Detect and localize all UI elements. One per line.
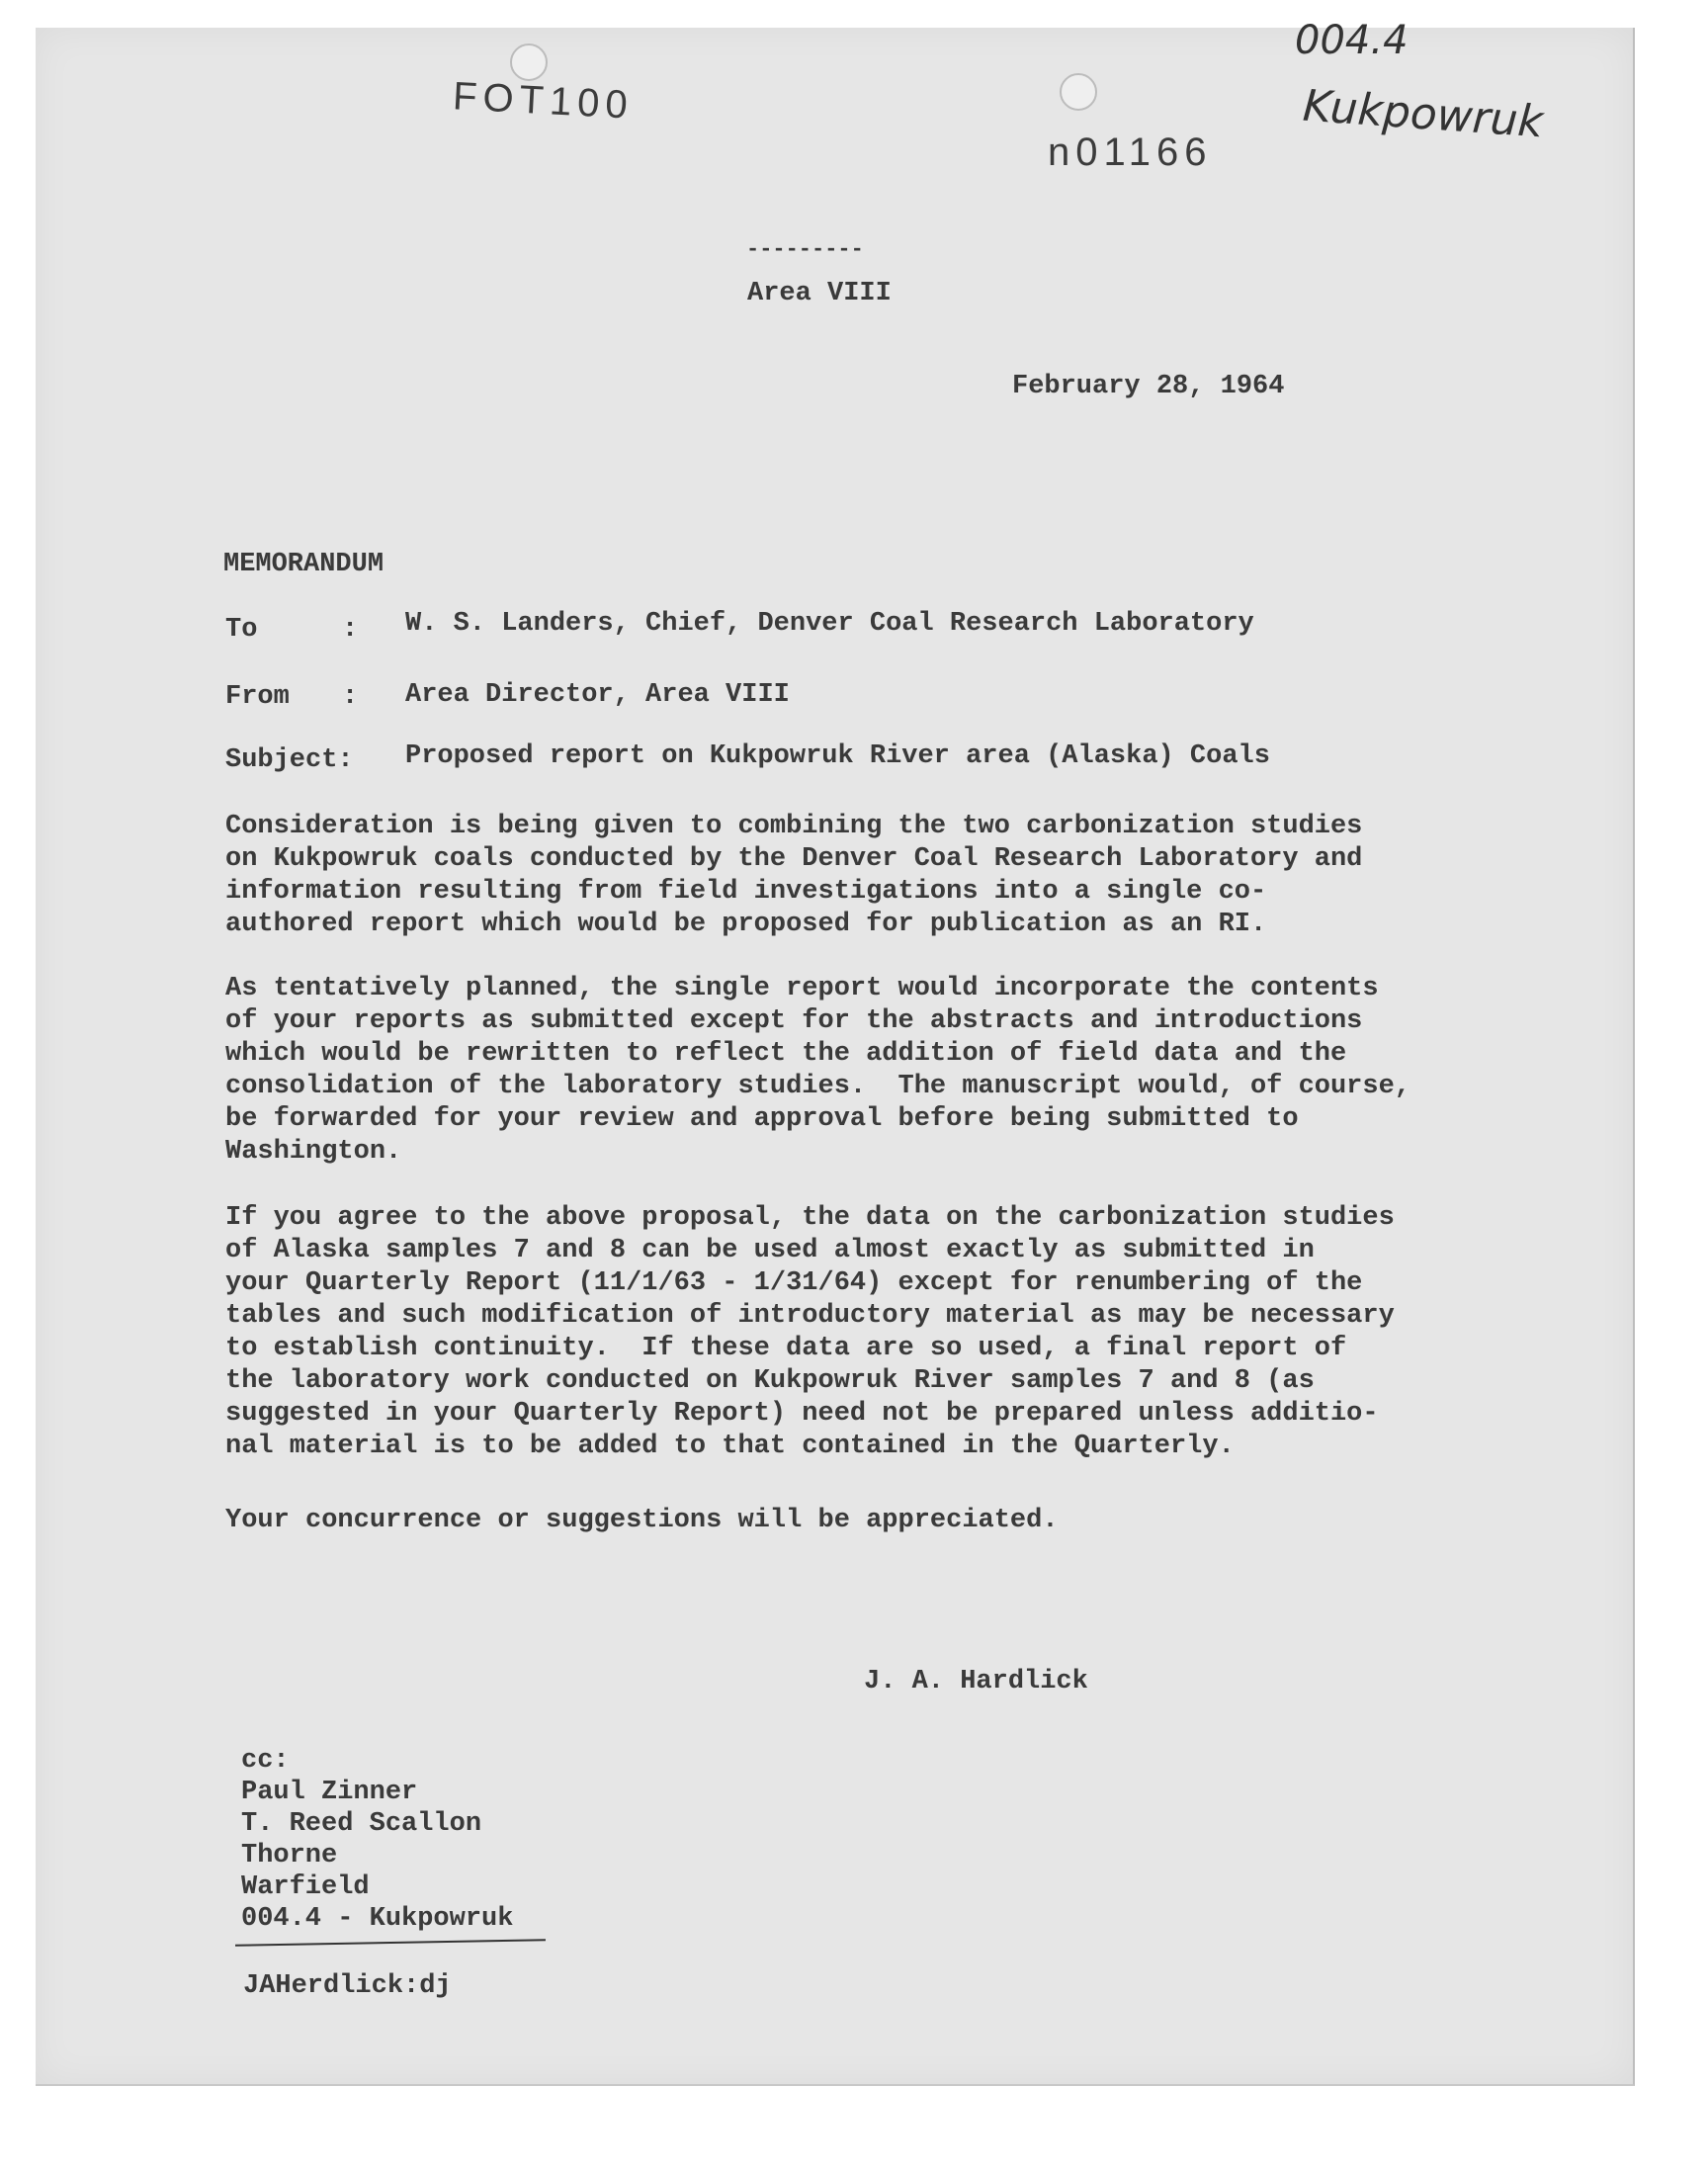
- header-dashes: ---------: [746, 237, 864, 262]
- cc-recipient: Thorne: [241, 1841, 338, 1870]
- to-separator: :: [342, 615, 359, 645]
- from-separator: :: [342, 682, 359, 712]
- body-paragraph-3: If you agree to the above proposal, the data on the carbonization studies of Alaska samples 7 and 8 can be used almost exactly as submitted in your Quarterly Report (11/1/63 - 1/31/64) except for renumbering of the tables and such modification of introductory material as may be necessary to establish continuity. If these data are so used, a final report of the laboratory work conducted on Kukpowruk River samples 7 and 8 (as suggested in your Quarterly Report) need not be prepared unless additio- nal material is to be added to that contained in the Quarterly.: [225, 1203, 1395, 1461]
- cc-recipient: Warfield: [241, 1872, 370, 1902]
- punch-hole-right: [1060, 73, 1097, 111]
- memo-date: February 28, 1964: [1012, 372, 1285, 401]
- body-paragraph-4: Your concurrence or suggestions will be appreciated.: [225, 1506, 1059, 1535]
- cc-recipient: 004.4 - Kukpowruk: [241, 1904, 514, 1934]
- subject-label: Subject:: [225, 745, 354, 775]
- memo-type: MEMORANDUM: [223, 550, 384, 579]
- from-value: Area Director, Area VIII: [405, 680, 790, 710]
- subject-value: Proposed report on Kukpowruk River area (Alaska) Coals: [405, 741, 1270, 771]
- reference-initials: JAHerdlick:dj: [243, 1971, 452, 2001]
- area-title: Area VIII: [747, 279, 892, 308]
- top-left-mark: FOT100: [451, 74, 635, 128]
- top-center-number: n01166: [1048, 130, 1213, 174]
- to-label: To: [225, 615, 258, 645]
- cc-recipient: Paul Zinner: [241, 1778, 418, 1807]
- punch-hole-left: [510, 44, 548, 81]
- body-paragraph-2: As tentatively planned, the single report would incorporate the contents of your reports as submitted except for the abstracts and introductions which would be rewritten to reflect the addition of field data and the consolidation of the laboratory studies. The manuscript would, of course, be forwarded for your review and approval before being submitted to Washington.: [225, 974, 1410, 1167]
- cc-label: cc:: [241, 1746, 290, 1776]
- body-paragraph-1: Consideration is being given to combining the two carbonization studies on Kukpowruk coals conducted by the Denver Coal Research Laboratory and information resulting from field investigations into a single co- authored report which would be proposed for publication as an RI.: [225, 812, 1363, 939]
- signature: J. A. Hardlick: [864, 1667, 1088, 1696]
- top-right-number: 004.4: [1295, 18, 1409, 63]
- cc-recipient: T. Reed Scallon: [241, 1809, 482, 1839]
- top-right-name: Kukpowruk: [1301, 80, 1545, 148]
- to-value: W. S. Landers, Chief, Denver Coal Research Laboratory: [405, 609, 1254, 639]
- from-label: From: [225, 682, 290, 712]
